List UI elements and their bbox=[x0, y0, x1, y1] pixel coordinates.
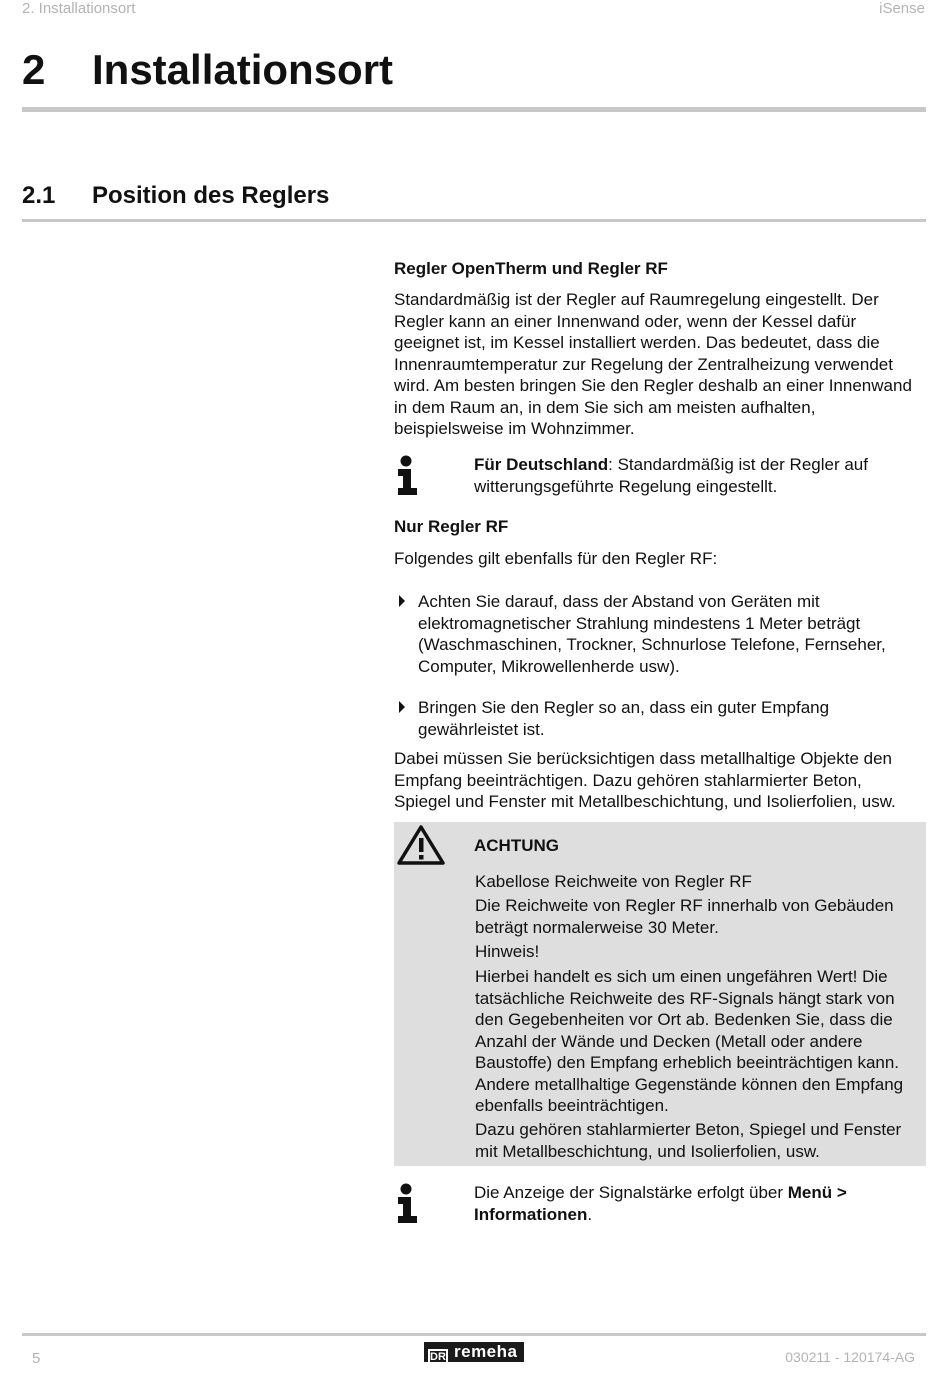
note-text-line: Die Anzeige der Signalstärke erfolgt über bbox=[474, 1183, 788, 1202]
chapter-title bbox=[22, 46, 393, 94]
menu-path-information: Informationen bbox=[474, 1205, 588, 1224]
bullet-line: (Waschmaschinen, Trockner, Schnurlose Telefone, Fernseher, bbox=[418, 635, 886, 654]
note-period: . bbox=[587, 1205, 593, 1224]
warning-triangle-icon bbox=[396, 824, 446, 866]
warning-line: mit Metallbeschichtung, und Isolierfolien, usw. bbox=[475, 1141, 820, 1161]
note-signal-strength bbox=[474, 1182, 926, 1226]
info-icon bbox=[396, 455, 420, 495]
section-title-text: Position des Reglers bbox=[92, 182, 330, 209]
remeha-logo-mark: DR bbox=[428, 1349, 448, 1366]
paragraph-metal-objects bbox=[394, 748, 926, 813]
section-title bbox=[22, 182, 329, 210]
document-number: 030211 - 120174-AG bbox=[785, 1349, 915, 1365]
bullet-arrow-icon bbox=[399, 701, 405, 713]
note-germany bbox=[474, 454, 926, 498]
paragraph-line: Regler kann an einer Innenwand oder, wenn der Kessel dafür bbox=[394, 311, 857, 331]
subheading-opentherm: Regler OpenTherm und Regler RF bbox=[394, 259, 668, 278]
bullet-line: Bringen Sie den Regler so an, dass ein guter Empfang bbox=[418, 698, 830, 717]
chapter-number: 2 bbox=[22, 46, 46, 93]
footer-divider bbox=[22, 1333, 926, 1336]
paragraph-line: geeignet ist, im Kessel installiert werden. Das bedeutet, dass die bbox=[394, 333, 880, 352]
chapter-title-text: Installationsort bbox=[92, 46, 394, 93]
bullet-item-reception bbox=[394, 697, 926, 740]
remeha-logo-word: remeha bbox=[454, 1342, 518, 1361]
bullet-line: gewährleistet ist. bbox=[418, 719, 545, 739]
bullet-line: Achten Sie darauf, dass der Abstand von Geräten mit bbox=[418, 592, 820, 611]
warning-title: ACHTUNG bbox=[474, 836, 559, 855]
warning-line: ebenfalls beeinträchtigen. bbox=[475, 1096, 669, 1115]
paragraph-line: in dem Raum an, in dem Sie sich am meisten aufhalten, bbox=[394, 397, 816, 417]
paragraph-line: Empfang beeinträchtigen. Dazu gehören stahlarmierter Beton, bbox=[394, 770, 862, 790]
warning-line: Baustoffe) den Empfang erheblich beeinträchtigen kann. bbox=[475, 1053, 900, 1072]
note-text-line: : Standardmäßig ist der Regler auf bbox=[608, 455, 868, 474]
paragraph-rf-intro: Folgendes gilt ebenfalls für den Regler RF: bbox=[394, 549, 718, 568]
section-number: 2.1 bbox=[22, 182, 56, 209]
section-divider bbox=[22, 219, 926, 222]
warning-line: Hierbei handelt es sich um einen ungefähren Wert! Die bbox=[475, 967, 888, 986]
paragraph-placement bbox=[394, 289, 926, 440]
warning-line: tatsächliche Reichweite des RF-Signals hängt stark von bbox=[475, 988, 895, 1008]
warning-line: Die Reichweite von Regler RF innerhalb von Gebäuden bbox=[475, 896, 894, 915]
paragraph-line: Innenraumtemperatur zur Regelung der Zentralheizung verwendet bbox=[394, 354, 893, 374]
note-country: Für Deutschland bbox=[474, 455, 609, 474]
menu-path-menu: Menü > bbox=[787, 1183, 847, 1202]
bullet-line: Computer, Mikrowellenherde usw). bbox=[418, 656, 680, 676]
warning-range bbox=[475, 895, 920, 938]
paragraph-line: beispielsweise im Wohnzimmer. bbox=[394, 419, 635, 438]
warning-line: Dazu gehören stahlarmierter Beton, Spiegel und Fenster bbox=[475, 1120, 902, 1139]
page-number: 5 bbox=[32, 1350, 41, 1367]
remeha-logo bbox=[424, 1342, 524, 1362]
warning-line: Andere metallhaltige Gegenstände können den Empfang bbox=[475, 1074, 904, 1094]
warning-hint-label: Hinweis! bbox=[475, 942, 540, 961]
running-header-product: iSense bbox=[879, 0, 925, 17]
warning-heading: Kabellose Reichweite von Regler RF bbox=[475, 872, 752, 891]
paragraph-line: Dabei müssen Sie berücksichtigen dass metallhaltige Objekte den bbox=[394, 749, 892, 768]
bullet-arrow-icon bbox=[399, 595, 405, 607]
subheading-rf-only: Nur Regler RF bbox=[394, 517, 509, 536]
paragraph-line: wird. Am besten bringen Sie den Regler deshalb an einer Innenwand bbox=[394, 376, 912, 395]
bullet-item-distance bbox=[394, 591, 926, 677]
warning-materials bbox=[475, 1119, 920, 1162]
warning-line: Anzahl der Wände und Decken (Metall oder andere bbox=[475, 1031, 863, 1051]
bullet-line: elektromagnetischer Strahlung mindestens 1 Meter beträgt bbox=[418, 613, 861, 633]
running-header-chapter: 2. Installationsort bbox=[22, 0, 136, 17]
paragraph-line: Standardmäßig ist der Regler auf Raumregelung eingestellt. Der bbox=[394, 290, 879, 309]
chapter-divider bbox=[22, 107, 926, 112]
paragraph-line: Spiegel und Fenster mit Metallbeschichtung, und Isolierfolien, usw. bbox=[394, 792, 896, 811]
warning-line: den Gegebenheiten vor Ort ab. Bedenken Sie, dass die bbox=[475, 1010, 893, 1029]
warning-explanation bbox=[475, 966, 920, 1117]
warning-line: beträgt normalerweise 30 Meter. bbox=[475, 917, 719, 937]
info-icon bbox=[396, 1183, 420, 1223]
note-text-line: witterungsgeführte Regelung eingestellt. bbox=[474, 477, 778, 496]
